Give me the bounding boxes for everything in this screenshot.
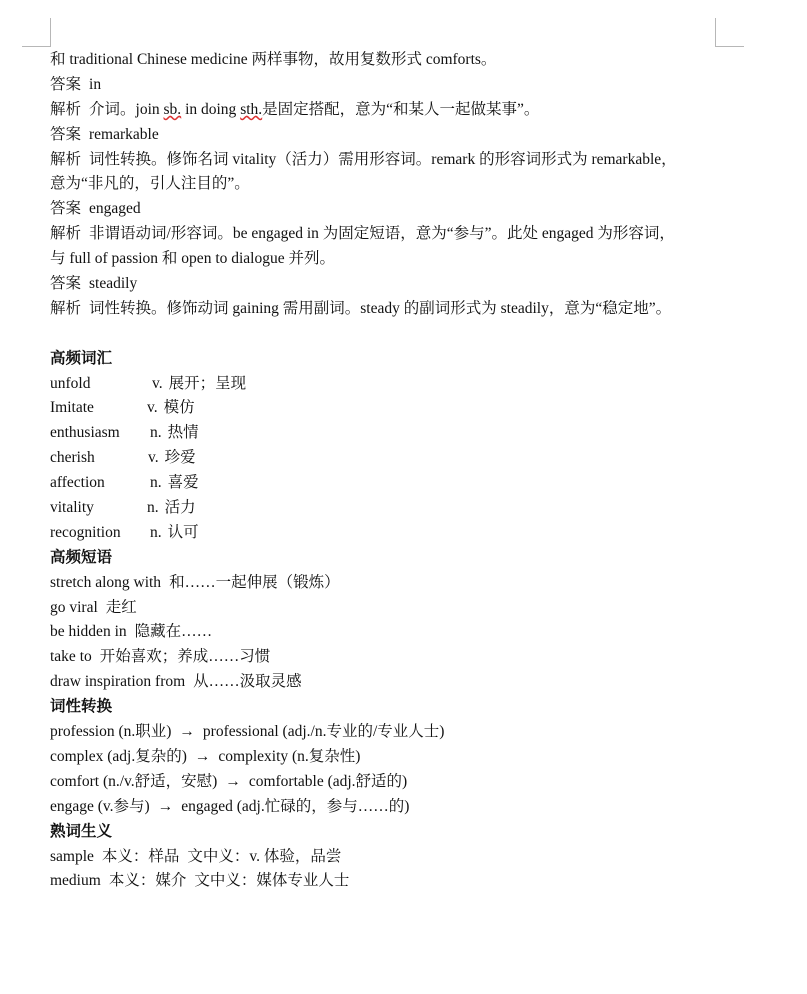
answer-label: 答案 xyxy=(50,75,82,93)
answer-line xyxy=(50,73,740,98)
vocab-item xyxy=(50,496,740,521)
spellcheck-word: sb. xyxy=(163,100,182,118)
page-corner-mark-left xyxy=(22,18,51,47)
analysis-label: 解析 xyxy=(50,100,82,118)
analysis-label: 解析 xyxy=(50,299,82,317)
answer-label: 答案 xyxy=(50,275,82,293)
vocab-item xyxy=(50,421,740,446)
phrase-text: draw inspiration from xyxy=(50,673,186,691)
answer-line xyxy=(50,272,740,297)
vocab-item xyxy=(50,471,740,496)
conversion-to: complexity (n.复杂性) xyxy=(218,747,361,765)
phrase-item xyxy=(50,620,740,645)
analysis-text: 词性转换。修饰动词 gaining 需用副词。steady 的副词形式为 steadily，意为“稳定地”。 xyxy=(89,299,672,317)
vocab-pos: n. xyxy=(150,523,162,541)
phrase-item xyxy=(50,645,740,670)
analysis-label: 解析 xyxy=(50,150,82,168)
vocab-pos: n. xyxy=(147,499,159,517)
polysemy-in-text: 文中义：v. 体验，品尝 xyxy=(187,847,342,865)
analysis-line xyxy=(50,98,740,123)
analysis-line xyxy=(50,222,740,247)
analysis-text: 是固定搭配，意为“和某人一起做某事”。 xyxy=(262,100,540,118)
answer-text: steadily xyxy=(89,275,138,293)
vocab-heading: 高频词汇 xyxy=(50,349,113,367)
polysemy-word: medium xyxy=(50,872,101,890)
vocab-meaning: 活力 xyxy=(164,499,196,517)
conversion-heading: 词性转换 xyxy=(50,698,113,716)
vocab-meaning: 喜爱 xyxy=(167,474,199,492)
conversion-to: comfortable (adj.舒适的) xyxy=(248,772,408,790)
analysis-text: in doing xyxy=(181,100,241,118)
phrase-text: go viral xyxy=(50,598,98,616)
vocab-word: vitality xyxy=(50,499,94,517)
phrase-heading: 高频短语 xyxy=(50,548,113,566)
phrase-text: stretch along with xyxy=(50,573,162,591)
phrase-meaning: 走红 xyxy=(105,598,137,616)
vocab-word: Imitate xyxy=(50,399,94,417)
phrase-meaning: 从……汲取灵感 xyxy=(193,673,302,691)
polysemy-item xyxy=(50,869,740,894)
page-corner-mark-right xyxy=(715,18,744,47)
phrase-item xyxy=(50,596,740,621)
arrow-right-icon: → xyxy=(194,747,211,765)
phrase-meaning: 开始喜欢；养成……习惯 xyxy=(99,648,271,666)
spellcheck-word: sth. xyxy=(240,100,263,118)
vocab-meaning: 认可 xyxy=(167,523,199,541)
vocab-meaning: 热情 xyxy=(167,424,199,442)
analysis-line xyxy=(50,297,740,322)
analysis-text: 非谓语动词/形容词。be engaged in 为固定短语，意为“参与”。此处 engaged 为形容词， xyxy=(89,225,675,243)
answer-text: remarkable xyxy=(89,125,159,143)
vocab-item xyxy=(50,372,740,397)
vocab-pos: v. xyxy=(152,374,163,392)
conversion-item xyxy=(50,720,740,745)
polysemy-word: sample xyxy=(50,847,94,865)
vocab-pos: n. xyxy=(150,424,162,442)
analysis-text: 词性转换。修饰名词 vitality（活力）需用形容词。remark 的形容词形式为 remarkable， xyxy=(89,150,677,168)
answer-text: in xyxy=(89,75,102,93)
vocab-word: cherish xyxy=(50,449,95,467)
conversion-from: comfort (n./v.舒适，安慰) xyxy=(50,772,218,790)
analysis-text: 介词。join xyxy=(89,100,164,118)
conversion-to: professional (adj./n.专业的/专业人士) xyxy=(202,723,445,741)
analysis-continuation: 意为“非凡的，引人注目的”。 xyxy=(50,175,250,193)
phrase-text: take to xyxy=(50,648,92,666)
vocab-meaning: 模仿 xyxy=(163,399,195,417)
vocab-item xyxy=(50,446,740,471)
phrase-item xyxy=(50,670,740,695)
conversion-item xyxy=(50,795,740,820)
conversion-from: profession (n.职业) xyxy=(50,723,172,741)
intro-line: 和 traditional Chinese medicine 两样事物，故用复数形式 comforts。 xyxy=(50,51,497,68)
document-body xyxy=(50,48,740,894)
vocab-word: recognition xyxy=(50,523,121,541)
arrow-right-icon: → xyxy=(157,797,174,815)
vocab-word: unfold xyxy=(50,374,91,392)
analysis-continuation: 与 full of passion 和 open to dialogue 并列。 xyxy=(50,250,335,268)
analysis-label: 解析 xyxy=(50,225,82,243)
polysemy-in-text: 文中义：媒体专业人士 xyxy=(194,872,350,890)
phrase-item xyxy=(50,571,740,596)
answer-line xyxy=(50,123,740,148)
conversion-to: engaged (adj.忙碌的，参与……的) xyxy=(181,797,410,815)
conversion-from: engage (v.参与) xyxy=(50,797,150,815)
polysemy-original: 本义：样品 xyxy=(101,847,180,865)
answer-label: 答案 xyxy=(50,200,82,218)
phrase-meaning: 和……一起伸展（锻炼） xyxy=(169,573,340,591)
vocab-pos: v. xyxy=(148,449,159,467)
arrow-right-icon: → xyxy=(225,772,241,790)
answer-text: engaged xyxy=(89,200,141,218)
answer-label: 答案 xyxy=(50,125,82,143)
vocab-meaning: 展开；呈现 xyxy=(168,374,247,392)
phrase-meaning: 隐藏在…… xyxy=(134,623,213,641)
vocab-meaning: 珍爱 xyxy=(164,449,196,467)
blank-line xyxy=(50,322,740,347)
polysemy-item xyxy=(50,845,740,870)
vocab-word: enthusiasm xyxy=(50,424,120,442)
vocab-word: affection xyxy=(50,474,105,492)
analysis-line xyxy=(50,148,740,173)
vocab-item xyxy=(50,521,740,546)
answer-line xyxy=(50,197,740,222)
vocab-pos: n. xyxy=(150,474,162,492)
polysemy-original: 本义：媒介 xyxy=(108,872,187,890)
arrow-right-icon: → xyxy=(179,723,195,741)
conversion-from: complex (adj.复杂的) xyxy=(50,747,187,765)
polysemy-heading: 熟词生义 xyxy=(50,822,113,840)
vocab-item xyxy=(50,396,740,421)
conversion-item xyxy=(50,770,740,795)
vocab-pos: v. xyxy=(147,399,158,417)
phrase-text: be hidden in xyxy=(50,623,127,641)
conversion-item xyxy=(50,745,740,770)
